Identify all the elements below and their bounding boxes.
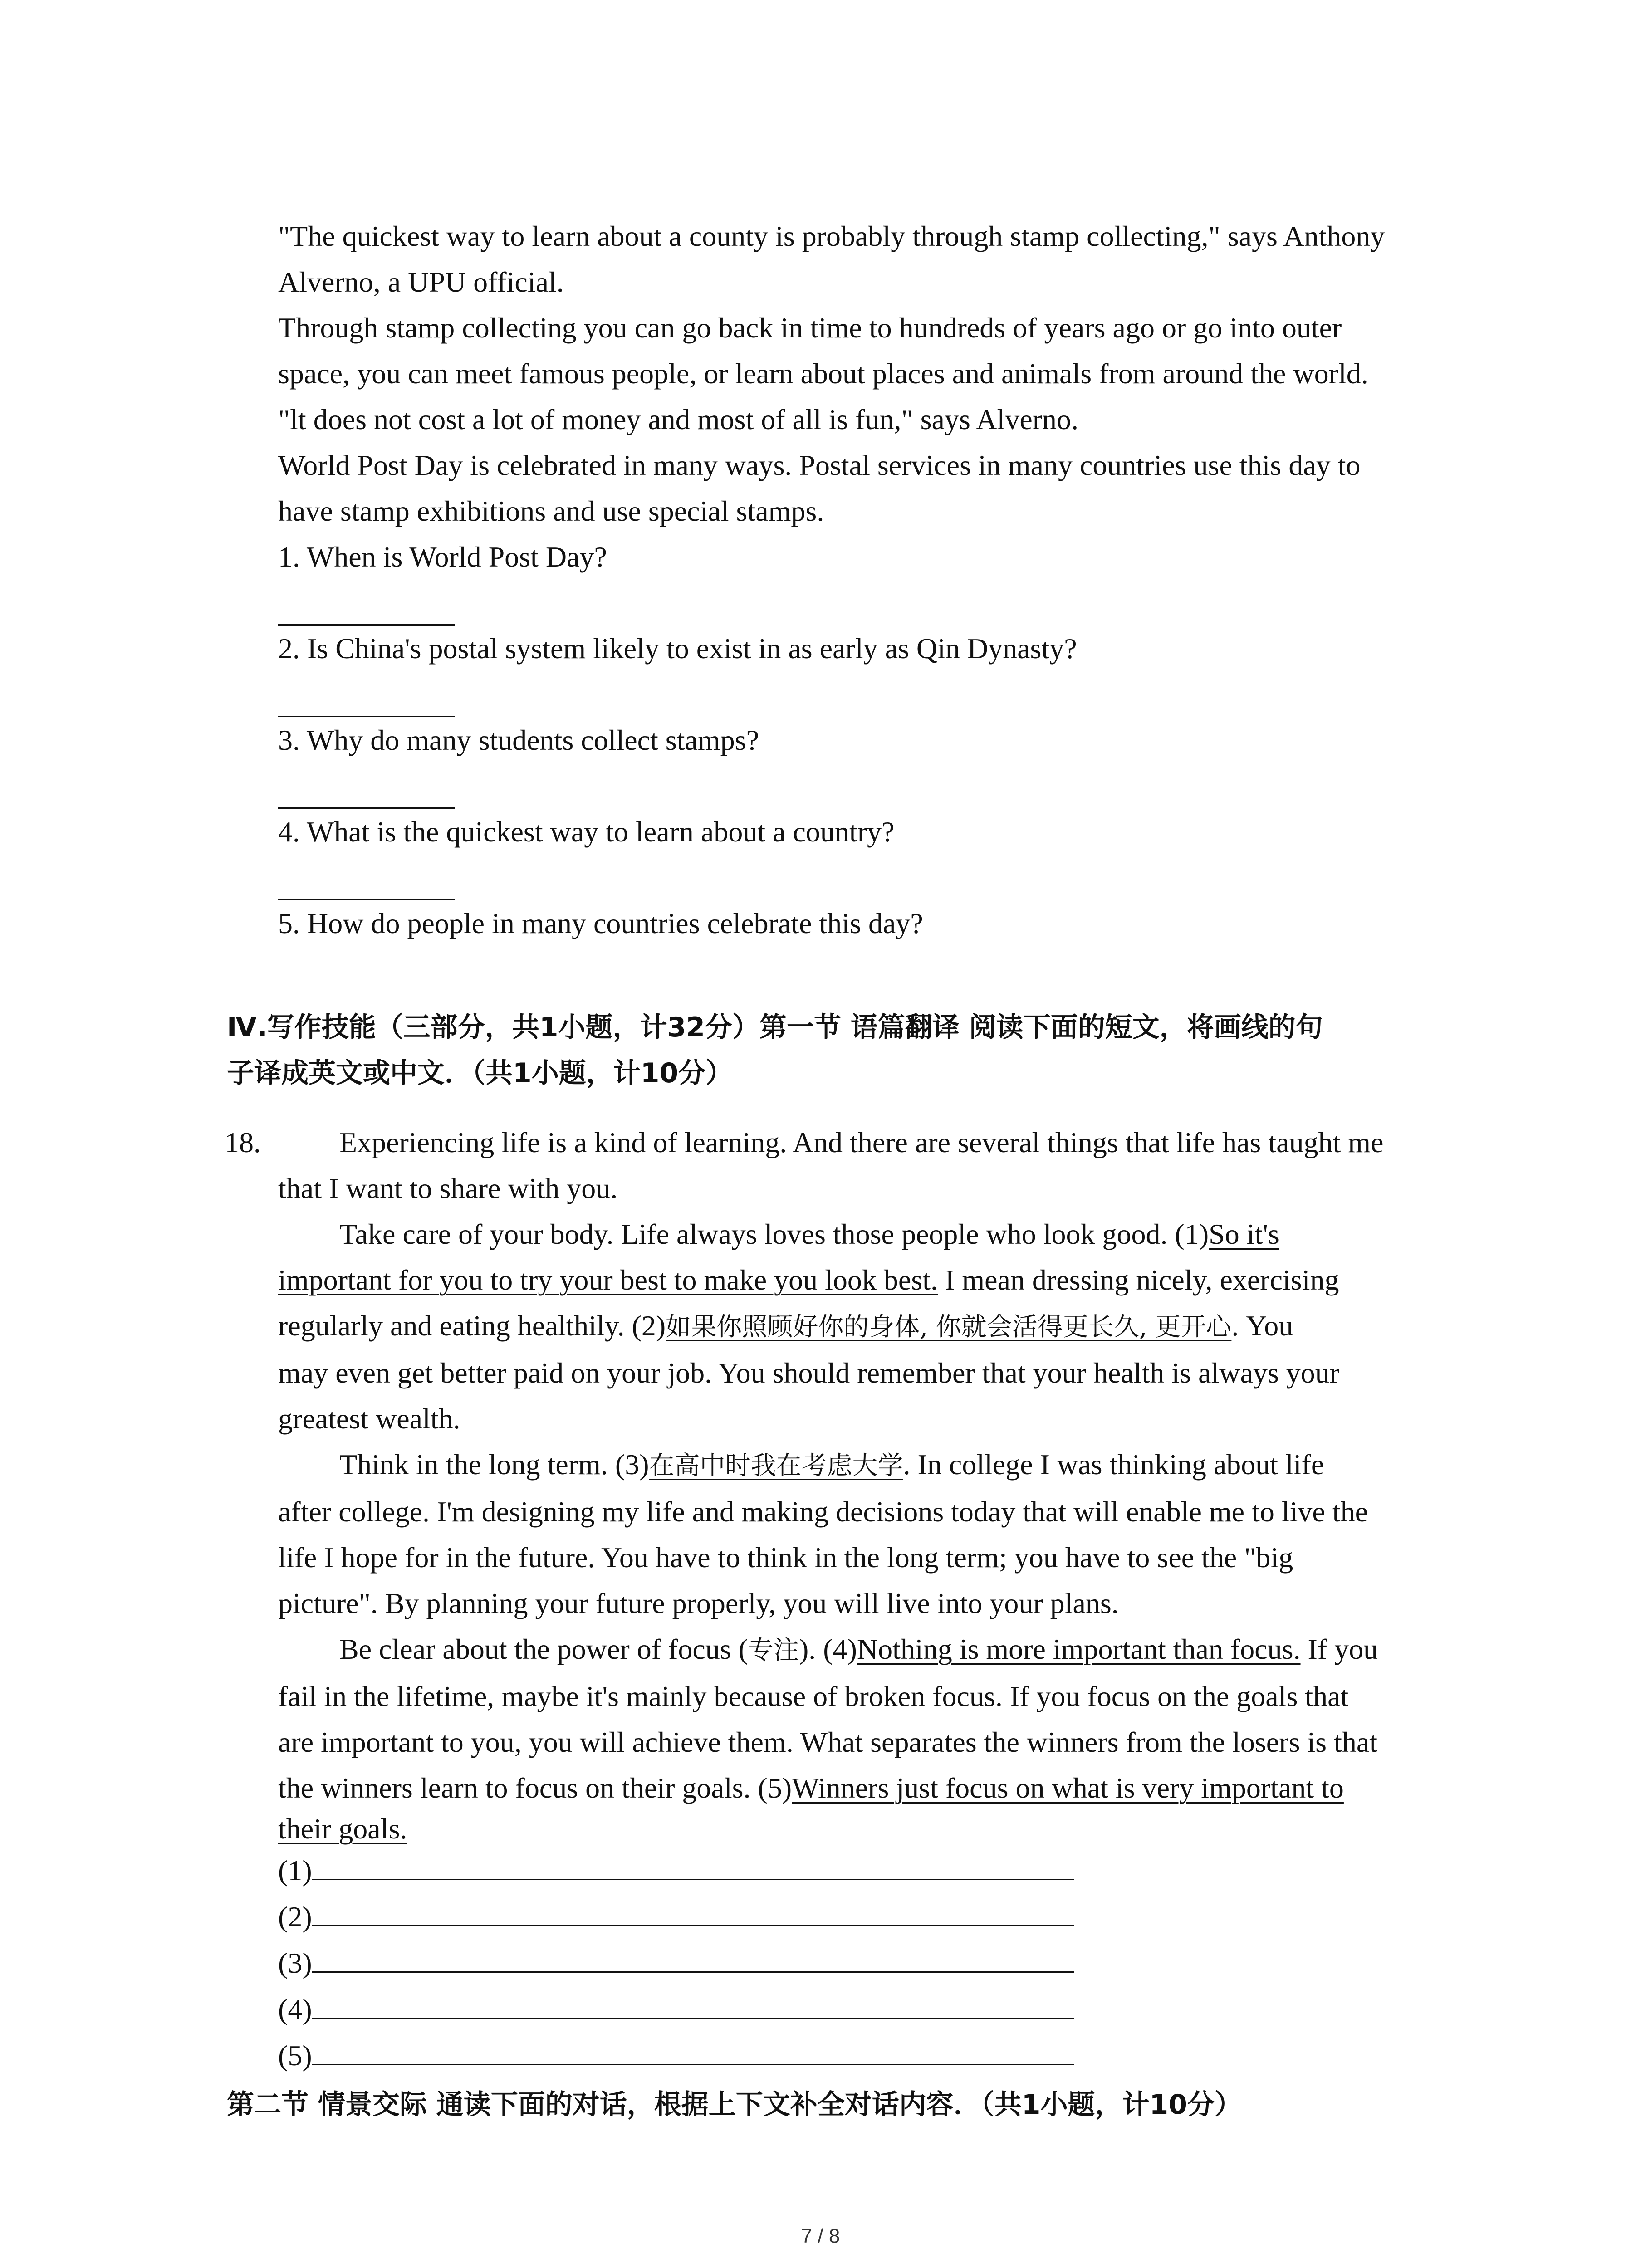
section-heading-line: Ⅳ.写作技能（三部分，共1小题，计32分）第一节 语篇翻译 阅读下面的短文，将画线的句 [227, 1012, 1323, 1043]
underlined-sentence-2: 如果你照顾好你的身体, 你就会活得更长久, 更开心 [666, 1312, 1232, 1342]
passage-line [225, 1811, 1472, 1847]
answer-field-1[interactable] [312, 1847, 1074, 1880]
underlined-sentence-1-cont: important for you to try your best to make you look best. [278, 1264, 938, 1296]
answer-row-1: (1) [225, 1847, 1472, 1893]
passage-line: regularly and eating healthily. (2)如果你照顾好你的身体, 你就会活得更长久, 更开心. You [278, 1310, 1293, 1342]
passage-line: that I want to share with you. [278, 1172, 618, 1204]
answer-row-2: (2) [225, 1893, 1472, 1940]
passage-line: have stamp exhibitions and use special stamps. [278, 495, 824, 527]
passage-line: important for you to try your best to make you look best. I mean dressing nicely, exercising [278, 1264, 1339, 1296]
passage-line: Think in the long term. (3)在高中时我在考虑大学. In college I was thinking about life [339, 1448, 1324, 1481]
section-heading-line: 子译成英文或中文．（共1小题，计10分） [227, 1057, 733, 1089]
passage-line: fail in the lifetime, maybe it's mainly because of broken focus. If you focus on the goals that [278, 1680, 1349, 1712]
question-number: 18. [225, 1126, 261, 1158]
question-1: 1. When is World Post Day? [278, 541, 607, 573]
passage-line: greatest wealth. [278, 1403, 460, 1435]
passage-line: the winners learn to focus on their goals. (5)Winners just focus on what is very important to [278, 1772, 1344, 1804]
passage-line: Be clear about the power of focus (专注). (4)Nothing is more important than focus. If you [339, 1633, 1378, 1665]
passage-line: "lt does not cost a lot of money and most of all is fun," says Alverno. [278, 403, 1079, 435]
answer-blank-2[interactable] [278, 671, 455, 717]
question-5: 5. How do people in many countries celebrate this day? [278, 907, 923, 939]
answer-row-3: (3) [225, 1940, 1472, 1986]
underlined-sentence-5-cont: their goals. [278, 1813, 407, 1845]
answer-field-4[interactable] [312, 1986, 1074, 2019]
answer-field-2[interactable] [312, 1893, 1074, 1926]
passage-line: picture". By planning your future properly, you will live into your plans. [278, 1587, 1119, 1619]
passage-line: World Post Day is celebrated in many ways. Postal services in many countries use this day to [278, 449, 1361, 481]
passage-line: "The quickest way to learn about a county is probably through stamp collecting," says Anthony [278, 220, 1385, 252]
page-number: 7 / 8 [801, 2225, 840, 2247]
underlined-sentence-3: 在高中时我在考虑大学 [649, 1451, 903, 1481]
answer-blank-4[interactable] [278, 855, 455, 900]
question-4: 4. What is the quickest way to learn about a country? [278, 816, 895, 848]
answer-row-5: (5) [225, 2032, 1472, 2078]
passage-line: Through stamp collecting you can go back in time to hundreds of years ago or go into outer [278, 312, 1342, 344]
question-3: 3. Why do many students collect stamps? [278, 724, 759, 756]
passage-line: space, you can meet famous people, or learn about places and animals from around the world. [278, 357, 1368, 390]
passage-line: life I hope for in the future. You have to think in the long term; you have to see the "big [278, 1541, 1293, 1574]
underlined-sentence-4: Nothing is more important than focus. [857, 1633, 1301, 1665]
answer-field-5[interactable] [312, 2032, 1074, 2065]
answer-blank-3[interactable] [278, 763, 455, 809]
passage-line: Alverno, a UPU official. [278, 266, 564, 298]
passage-line: Take care of your body. Life always loves those people who look good. (1)So it's [339, 1218, 1279, 1250]
answer-field-3[interactable] [312, 1940, 1074, 1973]
question-18 [225, 1119, 1472, 2078]
question-2: 2. Is China's postal system likely to exist in as early as Qin Dynasty? [278, 632, 1077, 665]
underlined-sentence-5: Winners just focus on what is very important to [792, 1772, 1344, 1804]
passage-line: after college. I'm designing my life and making decisions today that will enable me to live the [278, 1496, 1368, 1528]
section-4-heading [227, 1005, 1474, 1096]
reading-passage [278, 213, 1458, 946]
passage-line: may even get better paid on your job. You should remember that your health is always your [278, 1357, 1340, 1389]
underlined-sentence-1: So it's [1209, 1218, 1279, 1250]
passage-line: Experiencing life is a kind of learning. And there are several things that life has taught me [339, 1126, 1384, 1158]
answer-row-4: (4) [225, 1986, 1472, 2032]
answer-blank-1[interactable] [278, 580, 455, 626]
passage-line: are important to you, you will achieve them. What separates the winners from the losers is that [278, 1726, 1378, 1758]
section-2-heading: 第二节 情景交际 通读下面的对话，根据上下文补全对话内容．（共1小题，计10分） [227, 2089, 1242, 2121]
